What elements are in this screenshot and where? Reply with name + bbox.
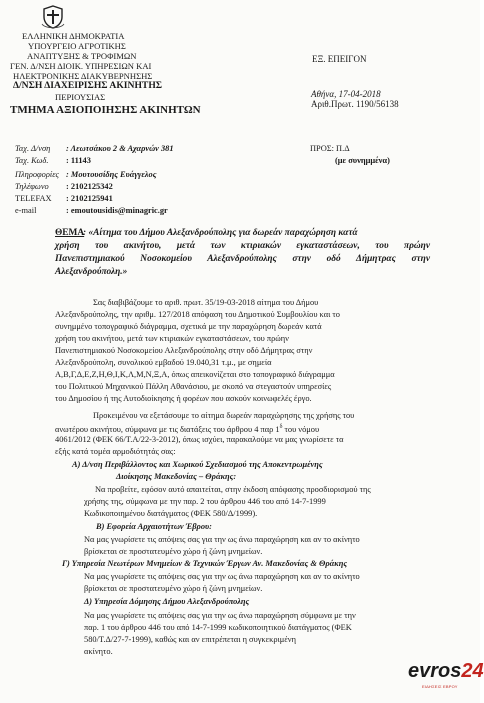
body-p2-line-4: εξής κατά τομέα αρμοδιότητάς σας: (55, 447, 176, 456)
section-d-line-1: Να μας γνωρίσετε τις απόψεις σας για την ως άνω παραχώρηση σύμφωνα με την (84, 611, 356, 620)
address-value: : Λεωτσάκου 2 & Αχαρνών 381 (66, 144, 174, 153)
evros24-watermark-logo (408, 660, 484, 696)
body-p2-line-2: ανωτέρου ακινήτου, σύμφωνα με τις διατάξεις του άρθρου 4 παρ $1^\delta$ του νόμου (55, 424, 320, 434)
body-p1-line-1: Σας διαβιβάζουμε το αριθ. πρωτ. 35/19-03-2018 αίτημα του Δήμου (93, 298, 319, 307)
ministry-line-1: ΕΛΛΗΝΙΚΗ ΔΗΜΟΚΡΑΤΙΑ (22, 31, 125, 41)
telefax-value: : 2102125941 (66, 194, 113, 203)
section-c-line-1: Να μας γνωρίσετε τις απόψεις σας για την ως άνω παραχώρηση και αν το ακίνητο (84, 572, 360, 581)
section-b-title: Β) Εφορεία Αρχαιοτήτων Έβρου: (96, 522, 212, 531)
body-p1-line-5: Πανεπιστημιακού Νοσοκομείου Αλεξανδρούπολης στην οδό Δήμητρας στην (55, 346, 313, 355)
telefax-label: TELEFAX (15, 194, 52, 203)
section-d-line-4: ακίνητο. (84, 647, 113, 656)
ministry-line-4: ΓΕΝ. Δ/ΝΣΗ ΔΙΟΙΚ. ΥΠΗΡΕΣΙΩΝ ΚΑΙ (10, 61, 152, 71)
email-label: e-mail (15, 206, 37, 215)
section-c-title: Γ) Υπηρεσία Νεωτέρων Μνημείων & Τεχνικών Έργων Αν. Μακεδονίας & Θράκης (62, 559, 348, 568)
ministry-line-5: ΗΛΕΚΤΡΟΝΙΚΗΣ ΔΙΑΚΥΒΕΡΝΗΣΗΣ (13, 71, 153, 81)
section-a-title-2: Διοίκησης Μακεδονίας – Θράκης: (116, 472, 237, 481)
subject-line-1: : «Αίτημα του Δήμου Αλεξανδρούπολης για δωρεάν παραχώρηση κατά (83, 228, 358, 238)
attachment-note: (με συνημμένα) (335, 156, 390, 165)
section-b-line-1: Να μας γνωρίσετε τις απόψεις σας για την ως άνω παραχώρηση και αν το ακίνητο (84, 535, 360, 544)
logo-number: 24 (461, 660, 484, 682)
section-a-line-2: χρήσης της, σύμφωνα με την παρ. 2 του άρθρου 446 του από 14-7-1999 (84, 497, 326, 506)
logo-brand: evros (408, 660, 462, 682)
ministry-line-6: Δ/ΝΣΗ ΔΙΑΧΕΙΡΙΣΗΣ ΑΚΙΝΗΤΗΣ (13, 80, 163, 91)
info-label: Πληροφορίες (15, 170, 59, 179)
protocol-number: Αριθ.Πρωτ. 1190/56138 (311, 99, 399, 109)
section-b-line-2: βρίσκεται σε προστατευμένο χώρο ή ζώνη μνημείων. (84, 547, 263, 556)
body-p1-line-2: Αλεξανδρούπολης, την αριθμ. 127/2018 απόφαση του Δημοτικού Συμβουλίου και το (55, 310, 340, 319)
phone-value: : 2102125342 (66, 182, 113, 191)
section-d-line-3: 580/Τ.Δ/27-7-1999), καθώς και αν επιτρέπεται η συγκεκριμένη (84, 635, 296, 644)
email-value: : emoutousidis@minagric.gr (66, 206, 168, 215)
body-p1-line-9: του Δημοσίου ή της Αυτοδιοίκησης ή φορέων που ασκούν κοινωφελές έργο. (55, 394, 312, 403)
subject-line-3: Πανεπιστημιακού Νοσοκομείου Αλεξανδρούπολης στην οδό Δήμητρας στην (55, 254, 430, 264)
body-p2-line-3: 4061/2012 (ΦΕΚ 66/Τ.Α/22-3-2012), όπως ισχύει, παρακαλούμε να μας γνωρίσετε τα (55, 435, 344, 444)
section-a-line-1: Να προβείτε, εφόσον αυτό απαιτείται, στην έκδοση απόφασης προσδιορισμού της (95, 485, 371, 494)
ministry-line-7: ΠΕΡΙΟΥΣΙΑΣ (55, 92, 106, 102)
body-p1-line-3: συνημμένο τοπογραφικό διάγραμμα, σχετικά με την παραχώρηση δωρεάν κατά (55, 322, 322, 331)
subject-line-2: χρήση του ακινήτου, μετά των κτιριακών εγκαταστάσεων, του πρώην (55, 241, 430, 251)
coat-of-arms-icon (40, 4, 66, 30)
subject-label: ΘΕΜΑ (55, 228, 85, 238)
postcode-label: Ταχ. Κωδ. (15, 156, 49, 165)
logo-tagline: ΕΙΔΗΣΕΙΣ ΕΒΡΟΥ (422, 684, 458, 689)
section-d-title: Δ) Υπηρεσία Δόμησης Δήμου Αλεξανδρούπολης (84, 597, 250, 606)
section-d-line-2: παρ. 1 του άρθρου 446 του από 14-7-1999 κωδικοποιητικού διατάγματος (ΦΕΚ (84, 623, 352, 632)
body-p1-line-4: χρήση του ακινήτου, μετά των κτιριακών εγκαταστάσεων, του πρώην (55, 334, 289, 343)
section-a-line-3: Κωδικοποιημένου διατάγματος (ΦΕΚ 580/Δ/1999). (84, 509, 258, 518)
body-p1-line-6: Αλεξανδρούπολη, συνολικού εμβαδού 19.040,31 τ.μ., με σημεία (55, 358, 272, 367)
department-title: ΤΜΗΜΑ ΑΞΙΟΠΟΙΗΣΗΣ ΑΚΙΝΗΤΩΝ (10, 104, 201, 116)
ministry-line-2: ΥΠΟΥΡΓΕΙΟ ΑΓΡΟΤΙΚΗΣ (28, 41, 126, 51)
address-label: Ταχ. Δ/νση (15, 144, 51, 153)
body-p1-line-8: του Πολιτικού Μηχανικού Πάλλη Αθανάσιου, με σκοπό να στεγαστούν υπηρεσίες (55, 382, 332, 391)
ministry-line-3: ΑΝΑΠΤΥΞΗΣ & ΤΡΟΦΙΜΩΝ (27, 51, 137, 61)
info-value: : Μουτουσίδης Ευάγγελος (66, 170, 157, 179)
urgency-label: ΕΞ. ΕΠΕΙΓΟΝ (312, 54, 367, 64)
section-c-line-2: βρίσκεται σε προστατευμένο χώρο ή ζώνη μνημείων. (84, 584, 263, 593)
body-p2-line-1: Προκειμένου να εξετάσουμε το αίτημα δωρεάν παραχώρησης της χρήσης του (93, 411, 355, 420)
postcode-value: : 11143 (66, 156, 91, 165)
section-a-title: Α) Δ/νση Περιβάλλοντος και Χωρικού Σχεδιασμού της Αποκεντρωμένης (72, 460, 323, 469)
recipient-label: ΠΡΟΣ: Π.Δ (310, 144, 350, 153)
document-date: Αθήνα, 17-04-2018 (311, 89, 381, 99)
subject-line-4: Αλεξανδρούπολη.» (55, 267, 128, 277)
superscript-d: δ (279, 424, 283, 430)
body-p1-line-7: Α,Β,Γ,Δ,Ε,Ζ,Η,Θ,Ι,Κ,Λ,Μ,Ν,Ξ,Α, όπως απεικονίζεται στο τοπογραφικό διάγραμμα (55, 370, 335, 379)
phone-label: Τηλέφωνο (15, 182, 49, 191)
